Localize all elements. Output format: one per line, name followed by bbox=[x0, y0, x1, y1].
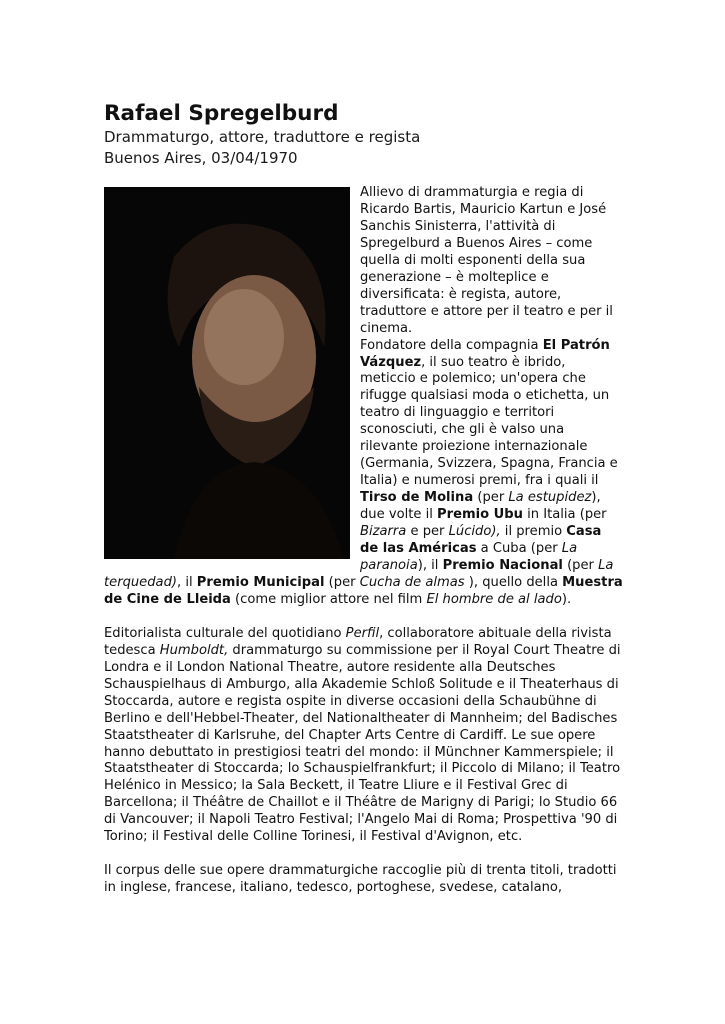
bio-text: ), due volte il bbox=[360, 490, 601, 523]
bio-italic: Humboldt, bbox=[159, 642, 229, 658]
bio-text: e per bbox=[406, 524, 449, 540]
bio-text: in Italia (per bbox=[522, 507, 607, 523]
bio-paragraph-3 bbox=[104, 863, 624, 897]
bio-italic: Perfil bbox=[345, 625, 380, 641]
bio-text: ), quello della bbox=[464, 574, 563, 590]
author-role: Drammaturgo, attore, traduttore e regista bbox=[104, 128, 421, 146]
bio-italic: Bizarra bbox=[360, 524, 407, 540]
bio-bold: El Patrón Vázquez bbox=[360, 337, 610, 370]
bio-text: Editorialista culturale del quotidiano bbox=[104, 625, 346, 641]
bio-italic: La estupidez bbox=[508, 490, 592, 506]
portrait-photo bbox=[104, 187, 350, 559]
biography bbox=[104, 185, 624, 897]
bio-bold: Premio Municipal bbox=[196, 574, 325, 590]
bio-text: , collaboratore abituale della rivista tedesca bbox=[104, 625, 612, 658]
bio-text: (come miglior attore nel film bbox=[230, 591, 427, 607]
bio-bold: Muestra de Cine de Lleida bbox=[104, 574, 623, 607]
bio-text: Il corpus delle sue opere drammaturgiche raccoglie più di trenta titoli, tradotti in inglese, francese, italiano, tedesco, portoghese, svedese, catalano, bbox=[104, 863, 617, 896]
bio-text: il premio bbox=[500, 524, 567, 540]
bio-text: (per bbox=[473, 490, 509, 506]
portrait-drawing bbox=[104, 187, 350, 559]
bio-text: drammaturgo su commissione per il Royal Court Theatre di Londra e il London National Theatre, autore residente alla Deutsches Schauspielhaus di Amburgo, alla Akademie Schloß Solitude e il Theaterhaus di Stoccarda, autore e regista ospite in diverse occasioni della Schaubühne di Berlino e dell'Hebbel-Theater, del Nationaltheater di Mannheim; del Badisches Staatstheater di Karlsruhe, del Chapter Arts Centre di Cardiff. Le sue opere hanno debuttato in prestigiosi teatri del mondo: il Münchner Kammerspiele; il Staatstheater di Stoccarda; lo Schauspielfrankfurt; il Piccolo di Milano; il Teatro Helénico in Messico; la Sala Beckett, il Teatre Lliure e il Festival Grec di Barcellona; il Théâtre de Chaillot e il Théâtre de Marigny di Parigi; lo Studio 66 di Vancouver; il Napoli Teatro Festival; l'Angelo Mai di Roma; Prospettiva '90 di Torino; il Festival delle Colline Torinesi, il Festival d'Avignon, etc. bbox=[104, 642, 621, 845]
bio-bold: Premio Ubu bbox=[437, 507, 523, 523]
bio-text: Allievo di drammaturgia e regia di Ricardo Bartis, Mauricio Kartun e José Sanchis Sinisterra, l'attività di Spregelburd a Buenos Aires – come quella di molti esponenti della sua generazione – è molteplice e diversificata: è regista, autore, traduttore e attore per il teatro e per il cinema. bbox=[360, 185, 613, 336]
bio-text: Fondatore della compagnia bbox=[360, 337, 543, 353]
bio-paragraph-2 bbox=[104, 626, 624, 846]
bio-italic: La terquedad) bbox=[104, 557, 614, 590]
bio-text: ). bbox=[561, 591, 572, 607]
bio-italic: El hombre de al lado bbox=[426, 591, 562, 607]
bio-text: ), il bbox=[417, 557, 443, 573]
bio-text: , il bbox=[177, 574, 197, 590]
bio-bold: Tirso de Molina bbox=[360, 490, 474, 506]
bio-text: (per bbox=[324, 574, 360, 590]
bio-bold: Premio Nacional bbox=[442, 557, 563, 573]
document-page bbox=[104, 100, 624, 897]
bio-text: (per bbox=[562, 557, 599, 573]
bio-italic: Cucha de almas bbox=[359, 574, 465, 590]
bio-text: , il suo teatro è ibrido, meticcio e polemico; un'opera che rifugge qualsiasi moda o etichetta, un teatro di linguaggio e territori sconosciuti, che gli è valso una rilevante proiezione internazionale (Germania, Svizzera, Spagna, Francia e Italia) e numerosi premi, fra i quali il bbox=[360, 354, 618, 489]
author-birth: Buenos Aires, 03/04/1970 bbox=[104, 149, 298, 167]
bio-italic: Lúcido), bbox=[448, 524, 501, 540]
author-name: Rafael Spregelburd bbox=[104, 101, 339, 126]
bio-bold: Casa de las Américas bbox=[360, 524, 602, 557]
bio-italic: La paranoia bbox=[360, 541, 578, 573]
bio-text: a Cuba (per bbox=[476, 541, 562, 557]
